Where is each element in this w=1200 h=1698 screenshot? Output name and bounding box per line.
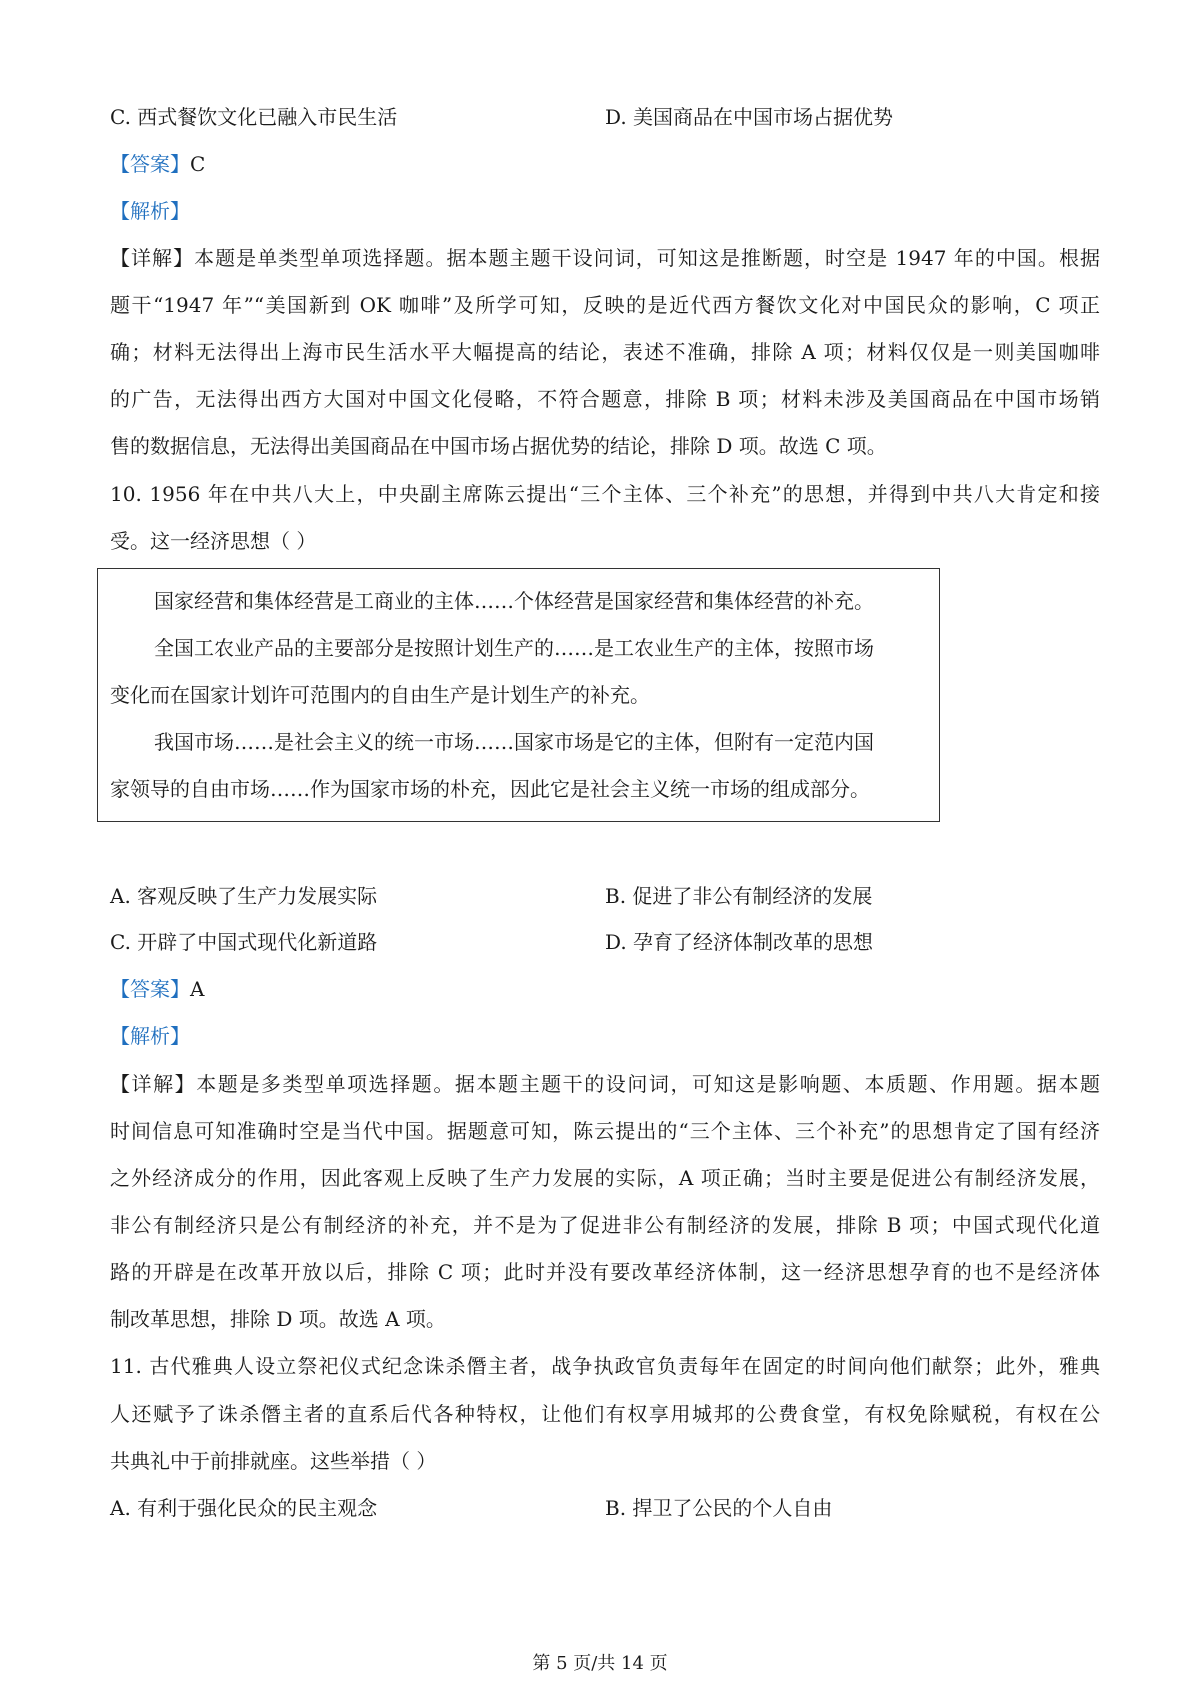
q9-option-d: D. 美国商品在中国市场占据优势 — [605, 105, 894, 129]
page-footer: 第 5 页/共 14 页 — [532, 1653, 668, 1674]
quote-line-3: 变化而在国家计划许可范围内的自由生产是计划生产的补充。 — [110, 683, 650, 707]
q10-detail-line-5: 路的开辟是在改革开放以后，排除 C 项；此时并没有要改革经济体制，这一经济思想孕育的也不是经济体 — [110, 1260, 1100, 1284]
q10-detail-line-3: 之外经济成分的作用，因此客观上反映了生产力发展的实际，A 项正确；当时主要是促进公有制经济发展， — [110, 1166, 1100, 1190]
q11-stem-line-3: 共典礼中于前排就座。这些举措（ ） — [110, 1449, 437, 1473]
quote-line-4: 我国市场……是社会主义的统一市场……国家市场是它的主体，但附有一定范内国 — [154, 730, 874, 754]
answer-tag: 【答案】 — [110, 977, 190, 1001]
answer-value: A — [190, 977, 205, 1001]
detail-tag: 【详解】 — [110, 1072, 197, 1096]
q10-option-c: C. 开辟了中国式现代化新道路 — [110, 930, 378, 954]
q10-detail-line-1 — [110, 1070, 1100, 1098]
quote-line-1: 国家经营和集体经营是工商业的主体……个体经营是国家经营和集体经营的补充。 — [154, 589, 874, 613]
q10-detail-line-4: 非公有制经济只是公有制经济的补充，并不是为了促进非公有制经济的发展，排除 B 项；中国式现代化道 — [110, 1213, 1100, 1237]
answer-value: C — [190, 152, 206, 176]
q9-answer — [110, 150, 205, 178]
q9-option-c: C. 西式餐饮文化已融入市民生活 — [110, 105, 398, 129]
q9-detail-line-5: 售的数据信息，无法得出美国商品在中国市场占据优势的结论，排除 D 项。故选 C 项。 — [110, 434, 887, 458]
q10-source-box — [97, 568, 940, 822]
q11-option-b: B. 捍卫了公民的个人自由 — [605, 1496, 833, 1520]
q9-detail-line-4: 的广告，无法得出西方大国对中国文化侵略，不符合题意，排除 B 项；材料未涉及美国商品在中国市场销 — [110, 387, 1100, 411]
quote-line-2: 全国工农业产品的主要部分是按照计划生产的……是工农业生产的主体，按照市场 — [154, 636, 874, 660]
q11-option-a: A. 有利于强化民众的民主观念 — [110, 1496, 378, 1520]
q10-detail-line-6: 制改革思想，排除 D 项。故选 A 项。 — [110, 1307, 446, 1331]
q9-analysis-tag: 【解析】 — [110, 199, 190, 223]
q10-analysis-tag: 【解析】 — [110, 1024, 190, 1048]
q11-stem-line-1: 11. 古代雅典人设立祭祀仪式纪念诛杀僭主者，战争执政官负责每年在固定的时间向他们献祭；此外，雅典 — [110, 1354, 1100, 1378]
q11-stem-line-2: 人还赋予了诛杀僭主者的直系后代各种特权，让他们有权享用城邦的公费食堂，有权免除赋税，有权在公 — [110, 1402, 1100, 1426]
q10-stem-line-1: 10. 1956 年在中共八大上，中央副主席陈云提出“三个主体、三个补充”的思想，并得到中共八大肯定和接 — [110, 482, 1100, 506]
detail-text: 本题是单类型单项选择题。据本题主题干设问词，可知这是推断题，时空是 1947 年的中国。根据 — [194, 246, 1100, 270]
detail-text: 本题是多类型单项选择题。据本题主题干的设问词，可知这是影响题、本质题、作用题。据本题 — [196, 1072, 1101, 1096]
q10-option-d: D. 孕育了经济体制改革的思想 — [605, 930, 874, 954]
q10-stem-line-2: 受。这一经济思想（ ） — [110, 529, 317, 553]
detail-tag: 【详解】 — [110, 246, 195, 270]
q10-option-b: B. 促进了非公有制经济的发展 — [605, 884, 873, 908]
answer-tag: 【答案】 — [110, 152, 190, 176]
q9-detail-line-3: 确；材料无法得出上海市民生活水平大幅提高的结论，表述不准确，排除 A 项；材料仅仅是一则美国咖啡 — [110, 340, 1100, 364]
quote-line-5: 家领导的自由市场……作为国家市场的朴充，因此它是社会主义统一市场的组成部分。 — [110, 777, 870, 801]
q9-detail-line-1 — [110, 244, 1100, 272]
q10-answer — [110, 975, 204, 1003]
q10-option-a: A. 客观反映了生产力发展实际 — [110, 884, 378, 908]
q10-detail-line-2: 时间信息可知准确时空是当代中国。据题意可知，陈云提出的“三个主体、三个补充”的思想肯定了国有经济 — [110, 1119, 1100, 1143]
q9-detail-line-2: 题干“1947 年”“美国新到 OK 咖啡”及所学可知，反映的是近代西方餐饮文化对中国民众的影响，C 项正 — [110, 293, 1100, 317]
